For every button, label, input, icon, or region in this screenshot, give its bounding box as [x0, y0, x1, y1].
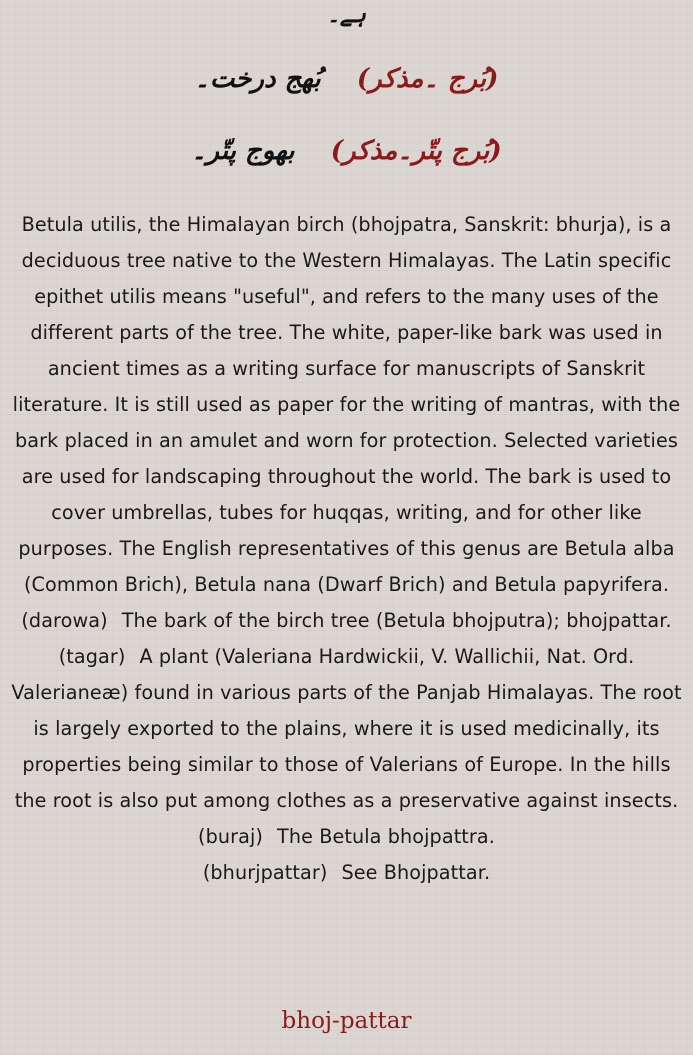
definition-entry — [8, 639, 685, 819]
entry-definition: The Betula bhojpattra. — [277, 825, 495, 848]
entry-term: (darowa) — [21, 609, 108, 632]
entry-definition: The bark of the birch tree (Betula bhojputra); bhojpattar. — [121, 609, 672, 632]
entry-term: (tagar) — [58, 645, 126, 668]
urdu-text: ہے۔ — [327, 2, 366, 28]
urdu-headword: بھوج پتّر۔ — [191, 136, 295, 166]
definition-entry — [8, 603, 685, 639]
urdu-grammar-note: (بُرج ۔مذکر) — [356, 64, 499, 94]
urdu-headword: بُھج درخت۔ — [194, 64, 321, 94]
urdu-headword-line — [0, 136, 693, 166]
urdu-grammar-note: (بُرج پتّر۔مذکر) — [330, 136, 502, 166]
definition-entry — [8, 855, 685, 891]
entry-term: (buraj) — [198, 825, 264, 848]
entry-definition: A plant (Valeriana Hardwickii, V. Wallichii, Nat. Ord. Valerianeæ) found in various parts of the Panjab Himalayas. The root is largely exported to the plains, where it is used medicinally, its properties being similar to those of Valerians of Europe. In the hills the root is also put among clothes as a preservative against insects. — [11, 645, 682, 812]
romanized-headword: bhoj-pattar — [281, 1008, 412, 1034]
urdu-headword-line — [0, 64, 693, 94]
entry-body — [8, 207, 685, 891]
entry-term: (bhurjpattar) — [202, 861, 328, 884]
description-paragraph: Betula utilis, the Himalayan birch (bhojpatra, Sanskrit: bhurja), is a deciduous tree native to the Western Himalayas. The Latin specific epithet utilis means "useful", and refers to the many uses of the different parts of the tree. The white, paper-like bark was used in ancient times as a writing surface for manuscripts of Sanskrit literature. It is still used as paper for the writing of mantras, with the bark placed in an amulet and worn for protection. Selected varieties are used for landscaping throughout the world. The bark is used to cover umbrellas, tubes for huqqas, writing, and for other like purposes. The English representatives of this genus are Betula alba (Common Brich), Betula nana (Dwarf Brich) and Betula papyrifera. — [12, 213, 681, 596]
definition-entry — [8, 819, 685, 855]
urdu-line-fragment — [0, 2, 693, 28]
entry-definition: See Bhojpattar. — [341, 861, 491, 884]
